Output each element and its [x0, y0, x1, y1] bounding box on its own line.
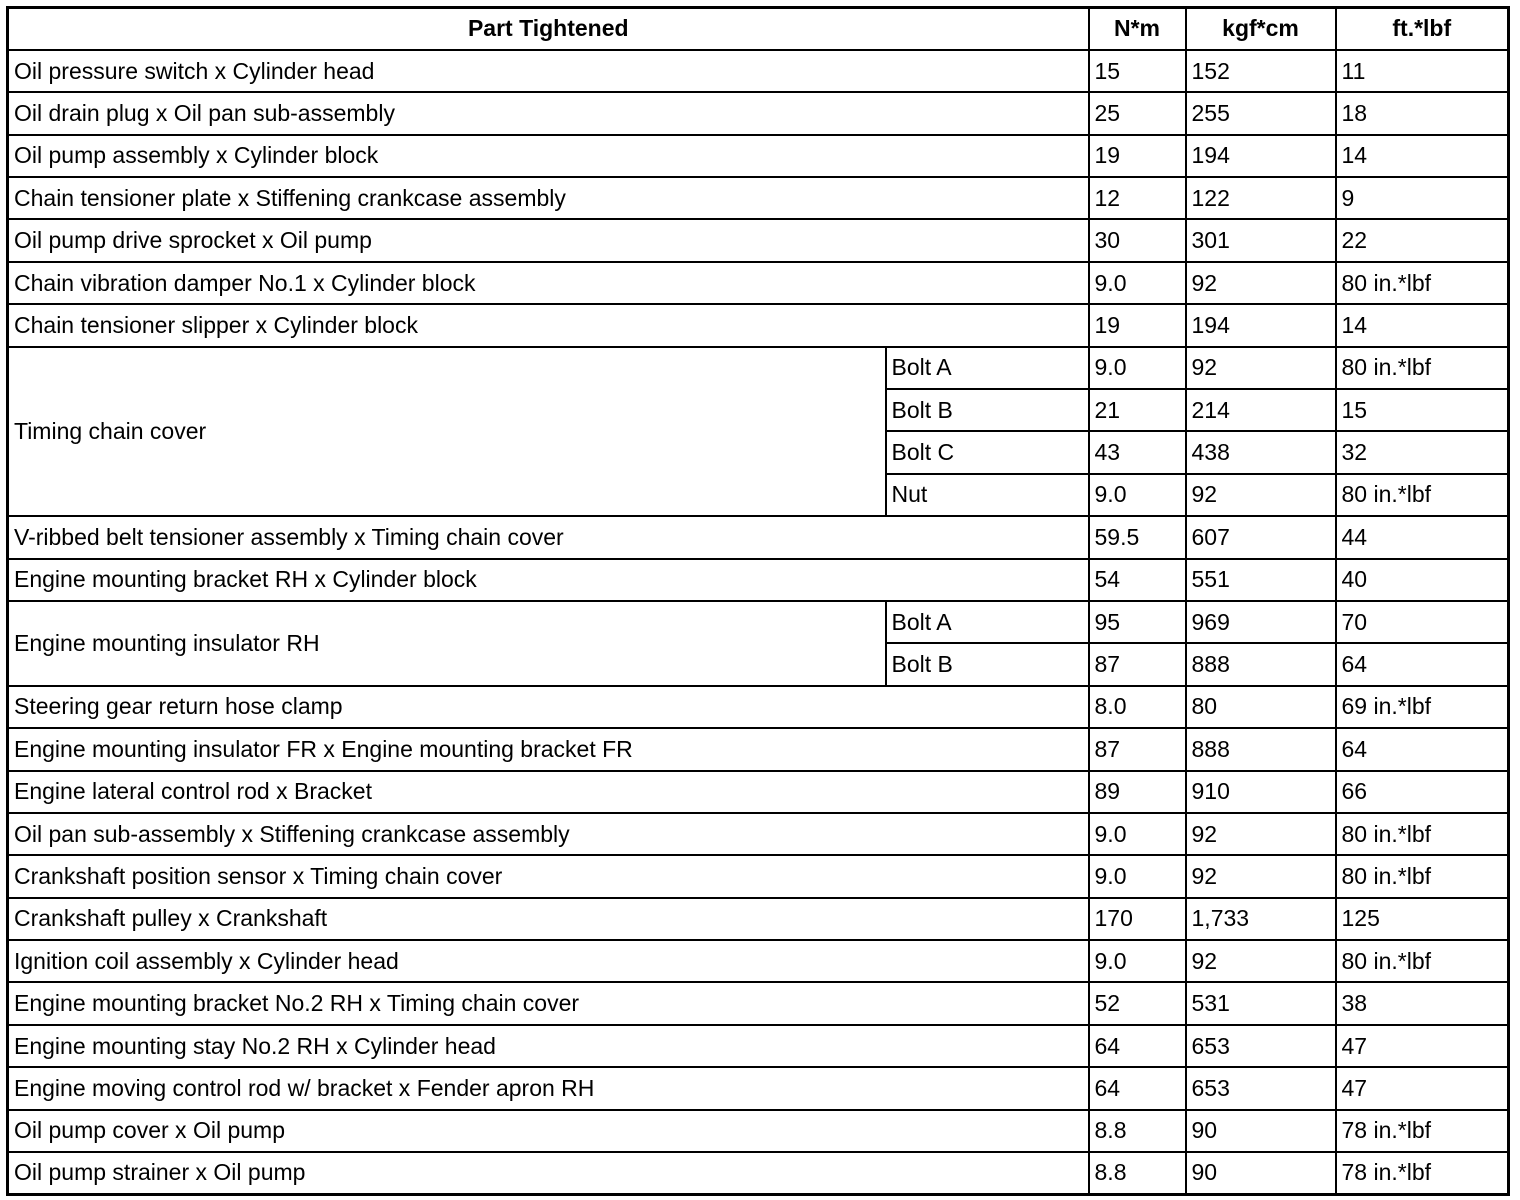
ft-cell: 14 [1336, 304, 1509, 346]
ft-cell: 11 [1336, 50, 1509, 92]
kgf-cell: 92 [1186, 855, 1336, 897]
ft-cell: 69 in.*lbf [1336, 686, 1509, 728]
ft-cell: 64 [1336, 643, 1509, 685]
nm-cell: 9.0 [1089, 940, 1186, 982]
ft-cell: 64 [1336, 728, 1509, 770]
nm-cell: 9.0 [1089, 347, 1186, 389]
table-row [8, 771, 1509, 813]
nm-cell: 64 [1089, 1067, 1186, 1109]
nm-cell: 43 [1089, 431, 1186, 473]
table-row [8, 686, 1509, 728]
part-cell: Oil pressure switch x Cylinder head [8, 50, 1089, 92]
part-cell: Oil pump assembly x Cylinder block [8, 135, 1089, 177]
nm-cell: 52 [1089, 982, 1186, 1024]
part-cell: Engine mounting stay No.2 RH x Cylinder head [8, 1025, 1089, 1067]
nm-cell: 9.0 [1089, 855, 1186, 897]
part-cell: Engine mounting bracket RH x Cylinder block [8, 559, 1089, 601]
ft-cell: 80 in.*lbf [1336, 347, 1509, 389]
ft-cell: 38 [1336, 982, 1509, 1024]
table-row [8, 813, 1509, 855]
part-cell: Engine mounting bracket No.2 RH x Timing chain cover [8, 982, 1089, 1024]
part-cell: Chain tensioner plate x Stiffening crankcase assembly [8, 177, 1089, 219]
part-cell: V-ribbed belt tensioner assembly x Timing chain cover [8, 516, 1089, 558]
nm-cell: 9.0 [1089, 474, 1186, 516]
kgf-cell: 92 [1186, 813, 1336, 855]
table-row [8, 559, 1509, 601]
header-row [8, 8, 1509, 50]
nm-cell: 19 [1089, 135, 1186, 177]
table-row [8, 516, 1509, 558]
part-cell: Engine mounting insulator FR x Engine mounting bracket FR [8, 728, 1089, 770]
nm-cell: 8.8 [1089, 1152, 1186, 1194]
table-row [8, 1025, 1509, 1067]
ft-cell: 80 in.*lbf [1336, 940, 1509, 982]
kgf-cell: 910 [1186, 771, 1336, 813]
table-row [8, 728, 1509, 770]
sub-part-cell: Bolt A [886, 347, 1089, 389]
ft-cell: 70 [1336, 601, 1509, 643]
part-cell: Steering gear return hose clamp [8, 686, 1089, 728]
sub-part-cell: Nut [886, 474, 1089, 516]
table-row [8, 982, 1509, 1024]
ft-cell: 32 [1336, 431, 1509, 473]
header-ft-lbf: ft.*lbf [1336, 8, 1509, 50]
table-row [8, 135, 1509, 177]
kgf-cell: 888 [1186, 728, 1336, 770]
part-cell: Oil pump cover x Oil pump [8, 1110, 1089, 1152]
sub-part-cell: Bolt B [886, 643, 1089, 685]
part-cell: Chain tensioner slipper x Cylinder block [8, 304, 1089, 346]
ft-cell: 14 [1336, 135, 1509, 177]
kgf-cell: 194 [1186, 135, 1336, 177]
part-cell-timing-chain-cover: Timing chain cover [8, 347, 886, 517]
ft-cell: 80 in.*lbf [1336, 813, 1509, 855]
nm-cell: 95 [1089, 601, 1186, 643]
table-row [8, 1067, 1509, 1109]
part-cell: Oil pan sub-assembly x Stiffening crankcase assembly [8, 813, 1089, 855]
kgf-cell: 122 [1186, 177, 1336, 219]
table-row [8, 347, 1509, 389]
kgf-cell: 214 [1186, 389, 1336, 431]
kgf-cell: 80 [1186, 686, 1336, 728]
table-row [8, 1152, 1509, 1194]
ft-cell: 9 [1336, 177, 1509, 219]
nm-cell: 15 [1089, 50, 1186, 92]
table-row [8, 262, 1509, 304]
part-cell: Oil pump drive sprocket x Oil pump [8, 219, 1089, 261]
table-row [8, 940, 1509, 982]
ft-cell: 40 [1336, 559, 1509, 601]
part-cell: Engine moving control rod w/ bracket x Fender apron RH [8, 1067, 1089, 1109]
nm-cell: 64 [1089, 1025, 1186, 1067]
ft-cell: 47 [1336, 1025, 1509, 1067]
sub-part-cell: Bolt B [886, 389, 1089, 431]
nm-cell: 19 [1089, 304, 1186, 346]
kgf-cell: 90 [1186, 1152, 1336, 1194]
kgf-cell: 607 [1186, 516, 1336, 558]
table-row [8, 601, 1509, 643]
nm-cell: 89 [1089, 771, 1186, 813]
table-row [8, 177, 1509, 219]
part-cell: Chain vibration damper No.1 x Cylinder block [8, 262, 1089, 304]
nm-cell: 25 [1089, 92, 1186, 134]
part-cell-engine-mounting-insulator-rh: Engine mounting insulator RH [8, 601, 886, 686]
kgf-cell: 551 [1186, 559, 1336, 601]
kgf-cell: 301 [1186, 219, 1336, 261]
table-row [8, 219, 1509, 261]
sub-part-cell: Bolt C [886, 431, 1089, 473]
kgf-cell: 438 [1186, 431, 1336, 473]
part-cell: Crankshaft position sensor x Timing chain cover [8, 855, 1089, 897]
ft-cell: 80 in.*lbf [1336, 855, 1509, 897]
nm-cell: 8.0 [1089, 686, 1186, 728]
kgf-cell: 888 [1186, 643, 1336, 685]
kgf-cell: 92 [1186, 262, 1336, 304]
ft-cell: 78 in.*lbf [1336, 1152, 1509, 1194]
table-row [8, 92, 1509, 134]
kgf-cell: 1,733 [1186, 898, 1336, 940]
ft-cell: 78 in.*lbf [1336, 1110, 1509, 1152]
part-cell: Crankshaft pulley x Crankshaft [8, 898, 1089, 940]
ft-cell: 80 in.*lbf [1336, 262, 1509, 304]
kgf-cell: 152 [1186, 50, 1336, 92]
ft-cell: 47 [1336, 1067, 1509, 1109]
kgf-cell: 90 [1186, 1110, 1336, 1152]
part-cell: Ignition coil assembly x Cylinder head [8, 940, 1089, 982]
kgf-cell: 194 [1186, 304, 1336, 346]
kgf-cell: 92 [1186, 347, 1336, 389]
kgf-cell: 531 [1186, 982, 1336, 1024]
ft-cell: 15 [1336, 389, 1509, 431]
ft-cell: 22 [1336, 219, 1509, 261]
ft-cell: 44 [1336, 516, 1509, 558]
kgf-cell: 255 [1186, 92, 1336, 134]
nm-cell: 170 [1089, 898, 1186, 940]
nm-cell: 21 [1089, 389, 1186, 431]
kgf-cell: 653 [1186, 1067, 1336, 1109]
torque-spec-table [6, 6, 1510, 1196]
table-row [8, 898, 1509, 940]
nm-cell: 87 [1089, 643, 1186, 685]
kgf-cell: 653 [1186, 1025, 1336, 1067]
part-cell: Oil drain plug x Oil pan sub-assembly [8, 92, 1089, 134]
table-row [8, 50, 1509, 92]
ft-cell: 125 [1336, 898, 1509, 940]
sub-part-cell: Bolt A [886, 601, 1089, 643]
table-row [8, 304, 1509, 346]
header-nm: N*m [1089, 8, 1186, 50]
nm-cell: 9.0 [1089, 813, 1186, 855]
header-kgf-cm: kgf*cm [1186, 8, 1336, 50]
nm-cell: 54 [1089, 559, 1186, 601]
nm-cell: 59.5 [1089, 516, 1186, 558]
nm-cell: 12 [1089, 177, 1186, 219]
part-cell: Engine lateral control rod x Bracket [8, 771, 1089, 813]
nm-cell: 9.0 [1089, 262, 1186, 304]
ft-cell: 18 [1336, 92, 1509, 134]
nm-cell: 87 [1089, 728, 1186, 770]
kgf-cell: 969 [1186, 601, 1336, 643]
nm-cell: 30 [1089, 219, 1186, 261]
ft-cell: 80 in.*lbf [1336, 474, 1509, 516]
kgf-cell: 92 [1186, 940, 1336, 982]
torque-spec-table-container [6, 6, 1507, 1194]
table-row [8, 1110, 1509, 1152]
table-row [8, 855, 1509, 897]
ft-cell: 66 [1336, 771, 1509, 813]
header-part-tightened: Part Tightened [8, 8, 1089, 50]
nm-cell: 8.8 [1089, 1110, 1186, 1152]
part-cell: Oil pump strainer x Oil pump [8, 1152, 1089, 1194]
kgf-cell: 92 [1186, 474, 1336, 516]
